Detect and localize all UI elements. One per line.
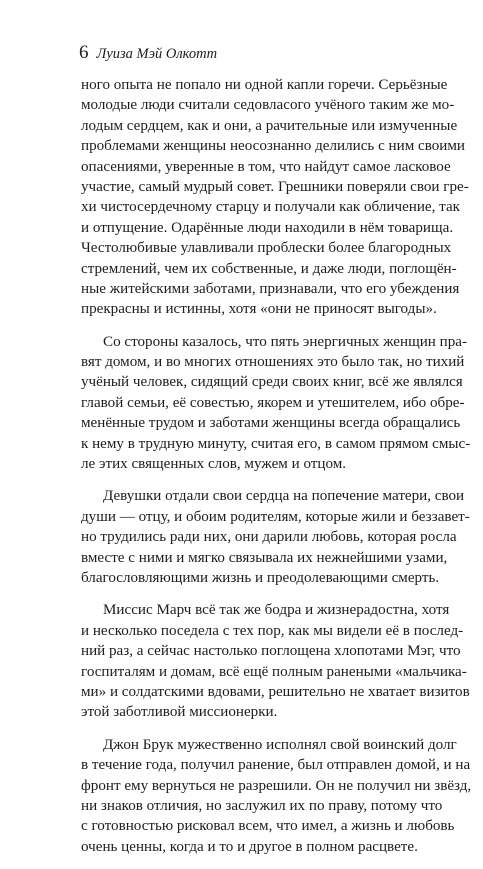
paragraph <box>81 75 469 320</box>
text-line: и несколько поседела с тех пор, как мы видели её в послед- <box>81 622 464 639</box>
text-line: фронт ему вернуться не разрешили. Он не получил ни звёзд, <box>81 777 472 794</box>
text-line: молодые люди считали седовласого учёного таким же мо- <box>81 97 455 114</box>
text-line: Миссис Марч всё так же бодра и жизнерадостна, хотя <box>103 602 450 619</box>
text-line: ле этих священных слов, мужем и отцом. <box>81 456 347 473</box>
text-line: хи чистосердечному старцу и получали как обличение, так <box>81 199 460 216</box>
paragraph <box>81 332 471 475</box>
paragraph <box>81 600 470 722</box>
text-line: стремлений, чем их собственные, и даже люди, поглощён- <box>81 260 457 277</box>
text-line: ни знаков отличия, но заслужил их по праву, потому что <box>81 797 443 814</box>
text-line: прекрасны и истинны, хотя «они не приносят выгоды». <box>81 301 437 318</box>
text-line: менённые трудом и заботами женщины всегда обращались <box>81 415 461 432</box>
text-line: вместе с ними и мягко связывала их нежнейшими узами, <box>81 549 448 566</box>
text-line: души — отцу, и обоим родителям, которые жили и беззавет- <box>81 508 470 525</box>
text-line: ные житейскими заботами, признавали, что его убеждения <box>81 280 460 297</box>
text-line: и отпущение. Одарённые люди находили в нём товарища. <box>81 219 454 236</box>
text-line: этой заботливой миссионерки. <box>81 704 278 721</box>
text-line: проблемами женщины неосознанно делились с ним своими <box>81 138 465 155</box>
text-line: Девушки отдали свои сердца на попечение матери, свои <box>103 488 465 505</box>
text-line: Со стороны казалось, что пять энергичных женщин пра- <box>103 333 467 350</box>
paragraph <box>81 486 470 588</box>
running-header <box>79 43 217 64</box>
text-line: Честолюбивые улавливали проблески более благородных <box>81 240 452 257</box>
book-author-header: Луиза Мэй Олкотт <box>96 46 218 62</box>
text-line: благословляющими жизнь и преодолевающими смерть. <box>81 569 440 586</box>
text-line: госпиталям и домам, всё ещё полным ранеными «мальчика- <box>81 663 467 680</box>
text-line: участие, самый мудрый совет. Грешники поверяли свои гре- <box>81 178 469 195</box>
text-line: очень ценны, когда и то и другое в полном расцвете. <box>81 838 418 855</box>
text-line: ми» и солдатскими вдовами, решительно не хватает визитов <box>81 683 470 700</box>
text-line: лодым сердцем, как и они, а рачительные или измученные <box>81 117 458 134</box>
text-line: опасениями, уверенные в том, что найдут самое ласковое <box>81 158 451 175</box>
text-line: в течение года, получил ранение, был отправлен домой, и на <box>81 757 471 774</box>
paragraph <box>81 735 472 857</box>
text-line: вят домом, и во многих отношениях это было так, но тихий <box>81 354 465 371</box>
page-number: 6 <box>79 42 89 63</box>
text-line: но трудились ради них, они дарили любовь, которая росла <box>81 529 457 546</box>
text-line: Джон Брук мужественно исполнял свой воинский долг <box>103 736 457 753</box>
text-line: учёный человек, сидящий среди своих книг, всё же являлся <box>81 374 463 391</box>
text-line: ний раз, а сейчас настолько поглощена хлопотами Мэг, что <box>81 643 461 660</box>
text-line: главой семьи, её совестью, якорем и утешителем, ибо обре- <box>81 394 465 411</box>
text-line: с готовностью рисковал всем, что имел, а жизнь и любовь <box>81 818 455 835</box>
text-line: ного опыта не попало ни одной капли горечи. Серьёзные <box>81 77 448 93</box>
text-line: к нему в трудную минуту, считая его, в самом прямом смыс- <box>81 435 471 452</box>
